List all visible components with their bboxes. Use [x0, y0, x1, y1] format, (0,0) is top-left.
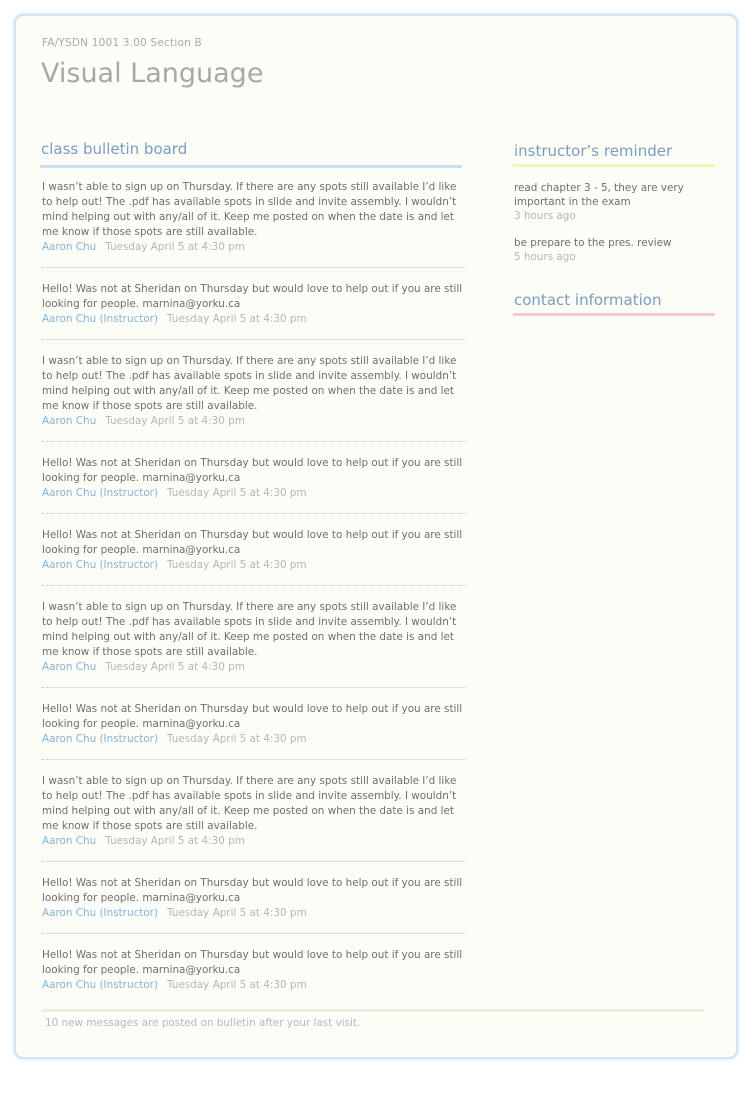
post-body: Hello! Was not at Sheridan on Thursday but would love to help out if you are still looking for people. marnina@yorku.ca — [42, 877, 463, 904]
reminder-timestamp: 5 hours ago — [514, 251, 576, 263]
bulletin-post — [42, 282, 466, 340]
contact-heading-rule — [513, 313, 715, 316]
contact-heading: contact information — [514, 291, 662, 309]
post-meta — [42, 558, 466, 572]
bulletin-post-list — [42, 180, 466, 1005]
bulletin-post — [42, 702, 466, 760]
post-meta — [42, 834, 466, 848]
post-meta — [42, 978, 466, 992]
post-author-link[interactable]: Aaron Chu (Instructor) — [42, 907, 159, 919]
reminder-heading-rule — [513, 164, 715, 167]
new-messages-note: 10 new messages are posted on bulletin after your last visit. — [45, 1017, 361, 1029]
bulletin-post — [42, 774, 466, 862]
post-meta — [42, 732, 466, 746]
post-timestamp: Tuesday April 5 at 4:30 pm — [167, 487, 307, 499]
post-body: Hello! Was not at Sheridan on Thursday but would love to help out if you are still looking for people. marnina@yorku.ca — [42, 283, 463, 310]
post-timestamp: Tuesday April 5 at 4:30 pm — [105, 835, 245, 847]
post-author-link[interactable]: Aaron Chu — [42, 415, 97, 427]
bulletin-post — [42, 876, 466, 934]
post-author-link[interactable]: Aaron Chu (Instructor) — [42, 979, 159, 991]
post-meta — [42, 414, 466, 428]
footer-rule — [42, 1009, 704, 1012]
post-body: Hello! Was not at Sheridan on Thursday but would love to help out if you are still looking for people. marnina@yorku.ca — [42, 949, 463, 976]
post-body: I wasn’t able to sign up on Thursday. If there are any spots still available I’d like to help out! The .pdf has available spots in slide and invite assembly. I wouldn’t mind helping out with any/all of it. Keep me posted on when the date is and let me know if those spots are still available. — [42, 355, 457, 412]
post-meta — [42, 312, 466, 326]
post-meta — [42, 486, 466, 500]
reminder-heading: instructor’s reminder — [514, 142, 673, 160]
post-body: I wasn’t able to sign up on Thursday. If there are any spots still available I’d like to help out! The .pdf has available spots in slide and invite assembly. I wouldn’t mind helping out with any/all of it. Keep me posted on when the date is and let me know if those spots are still available. — [42, 775, 457, 832]
post-author-link[interactable]: Aaron Chu (Instructor) — [42, 559, 159, 571]
post-timestamp: Tuesday April 5 at 4:30 pm — [167, 559, 307, 571]
post-timestamp: Tuesday April 5 at 4:30 pm — [167, 313, 307, 325]
bulletin-post — [42, 948, 466, 1005]
post-author-link[interactable]: Aaron Chu — [42, 661, 97, 673]
reminder-text: read chapter 3 - 5, they are very important in the exam — [514, 182, 684, 208]
reminder-item — [514, 236, 719, 264]
post-timestamp: Tuesday April 5 at 4:30 pm — [167, 733, 307, 745]
post-author-link[interactable]: Aaron Chu (Instructor) — [42, 313, 159, 325]
post-meta — [42, 240, 466, 254]
post-timestamp: Tuesday April 5 at 4:30 pm — [105, 241, 245, 253]
post-author-link[interactable]: Aaron Chu (Instructor) — [42, 487, 159, 499]
post-timestamp: Tuesday April 5 at 4:30 pm — [167, 979, 307, 991]
bulletin-post — [42, 180, 466, 268]
reminder-item — [514, 181, 719, 223]
bulletin-post — [42, 456, 466, 514]
bulletin-heading-rule — [40, 165, 462, 168]
post-body: I wasn’t able to sign up on Thursday. If there are any spots still available I’d like to help out! The .pdf has available spots in slide and invite assembly. I wouldn’t mind helping out with any/all of it. Keep me posted on when the date is and let me know if those spots are still available. — [42, 181, 457, 238]
post-body: Hello! Was not at Sheridan on Thursday but would love to help out if you are still looking for people. marnina@yorku.ca — [42, 457, 463, 484]
bulletin-page-card — [14, 14, 738, 1059]
post-body: I wasn’t able to sign up on Thursday. If there are any spots still available I’d like to help out! The .pdf has available spots in slide and invite assembly. I wouldn’t mind helping out with any/all of it. Keep me posted on when the date is and let me know if those spots are still available. — [42, 601, 457, 658]
bulletin-post — [42, 528, 466, 586]
course-code: FA/YSDN 1001 3.00 Section B — [42, 37, 202, 49]
post-timestamp: Tuesday April 5 at 4:30 pm — [167, 907, 307, 919]
post-meta — [42, 906, 466, 920]
bulletin-heading: class bulletin board — [41, 140, 188, 158]
post-meta — [42, 660, 466, 674]
post-author-link[interactable]: Aaron Chu (Instructor) — [42, 733, 159, 745]
post-body: Hello! Was not at Sheridan on Thursday but would love to help out if you are still looking for people. marnina@yorku.ca — [42, 529, 463, 556]
reminder-text: be prepare to the pres. review — [514, 237, 672, 249]
post-author-link[interactable]: Aaron Chu — [42, 835, 97, 847]
post-body: Hello! Was not at Sheridan on Thursday but would love to help out if you are still looking for people. marnina@yorku.ca — [42, 703, 463, 730]
page-title: Visual Language — [41, 58, 264, 89]
post-timestamp: Tuesday April 5 at 4:30 pm — [105, 415, 245, 427]
post-timestamp: Tuesday April 5 at 4:30 pm — [105, 661, 245, 673]
reminder-timestamp: 3 hours ago — [514, 210, 576, 222]
bulletin-post — [42, 600, 466, 688]
bulletin-post — [42, 354, 466, 442]
reminder-list — [514, 181, 719, 277]
post-author-link[interactable]: Aaron Chu — [42, 241, 97, 253]
